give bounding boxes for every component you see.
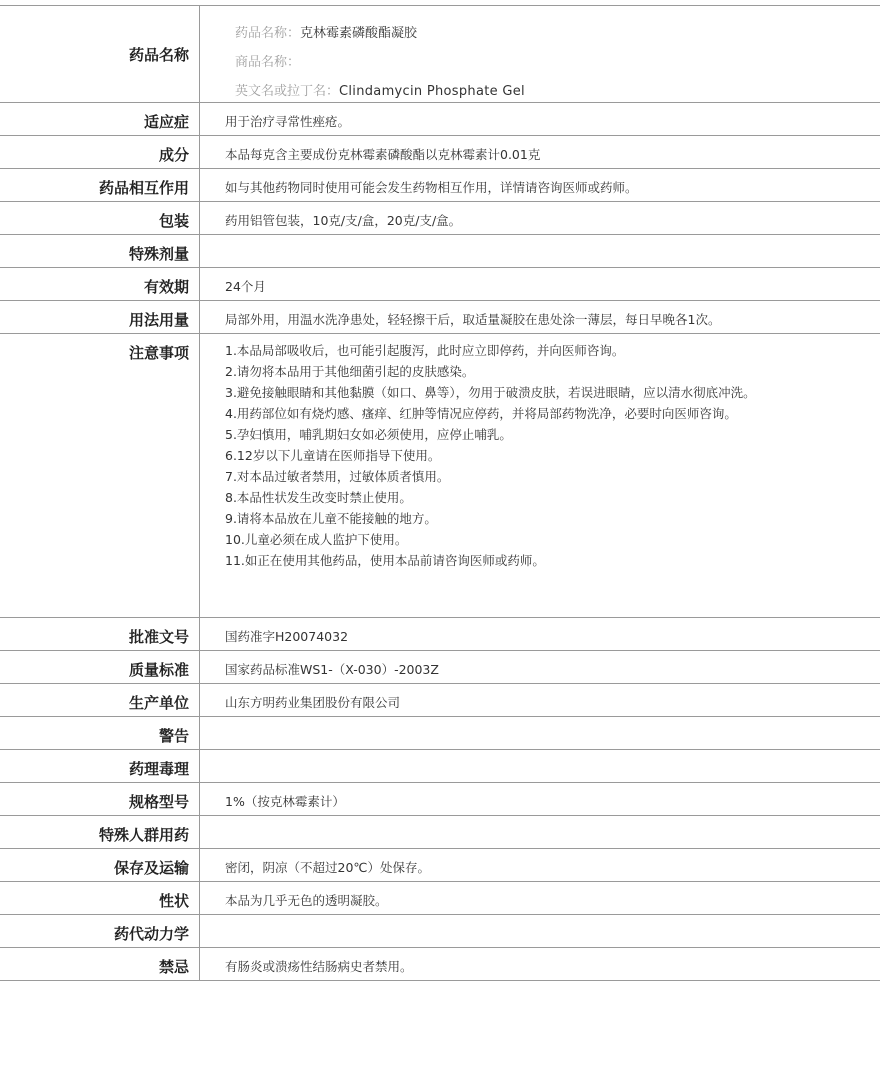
precaution-item: 2.请勿将本品用于其他细菌引起的皮肤感染。: [225, 364, 475, 379]
row-label: 特殊剂量: [128, 245, 189, 263]
row-label: 药理毒理: [128, 760, 189, 778]
generic-name-value: 克林霉素磷酸酯凝胶: [300, 26, 418, 41]
row-label: 规格型号: [128, 793, 189, 811]
row-value: 山东方明药业集团股份有限公司: [225, 695, 401, 710]
row-packaging: [0, 202, 880, 235]
precaution-item: 5.孕妇慎用，哺乳期妇女如必须使用，应停止哺乳。: [225, 427, 512, 442]
english-name-label: 英文名或拉丁名：: [235, 84, 340, 99]
row-label: 药代动力学: [113, 925, 189, 943]
row-label: 性状: [158, 892, 189, 910]
row-interactions: [0, 169, 880, 202]
trade-name-line: [210, 44, 870, 73]
row-value: 局部外用，用温水洗净患处，轻轻擦干后，取适量凝胶在患处涂一薄层，每日早晚各1次。: [225, 312, 721, 327]
english-name-value: Clindamycin Phosphate Gel: [339, 84, 525, 99]
precautions-list: [200, 334, 880, 571]
precaution-item: 11.如正在使用其他药品，使用本品前请咨询医师或药师。: [225, 553, 545, 568]
row-label: 有效期: [143, 278, 189, 296]
precaution-item: 10.儿童必须在成人监护下使用。: [225, 532, 408, 547]
row-label: 质量标准: [128, 661, 189, 679]
english-name-line: [210, 73, 870, 102]
row-value: [200, 915, 880, 923]
precaution-item: 7.对本品过敏者禁用，过敏体质者慎用。: [225, 469, 450, 484]
trade-name-label: 商品名称：: [235, 55, 301, 70]
row-value: 有肠炎或溃疡性结肠病史者禁用。: [225, 959, 413, 974]
row-value: 用于治疗寻常性痤疮。: [225, 114, 351, 129]
generic-name-line: [210, 15, 870, 44]
row-special-population: [0, 816, 880, 849]
row-warning: [0, 717, 880, 750]
generic-name-label: 药品名称：: [235, 26, 301, 41]
row-label: 成分: [158, 146, 189, 164]
precaution-item: 9.请将本品放在儿童不能接触的地方。: [225, 511, 437, 526]
row-label: 禁忌: [158, 958, 189, 976]
row-value: 国家药品标准WS1-（X-030）-2003Z: [225, 662, 439, 677]
row-value: 本品每克含主要成份克林霉素磷酸酯以克林霉素计0.01克: [225, 147, 541, 162]
row-pharmacokinetics: [0, 915, 880, 948]
precaution-item: 3.避免接触眼睛和其他黏膜（如口、鼻等），勿用于破溃皮肤，若误进眼睛，应以清水彻底冲洗。: [225, 385, 756, 400]
row-value: 本品为几乎无色的透明凝胶。: [225, 893, 388, 908]
row-value: 国药准字H20074032: [225, 629, 349, 644]
precaution-item: 1.本品局部吸收后，也可能引起腹泻，此时应立即停药，并向医师咨询。: [225, 343, 625, 358]
row-contraindications: [0, 948, 880, 981]
precaution-item: 4.用药部位如有烧灼感、瘙痒、红肿等情况应停药，并将局部药物洗净，必要时向医师咨询。: [225, 406, 737, 421]
row-value: [200, 235, 880, 243]
row-value: 如与其他药物同时使用可能会发生药物相互作用，详情请咨询医师或药师。: [225, 180, 638, 195]
label-cell: [0, 6, 200, 103]
row-value: 药用铝管包装，10克/支/盒，20克/支/盒。: [225, 213, 462, 228]
row-special-dosage: [0, 235, 880, 268]
row-label: 包装: [158, 212, 189, 230]
precaution-item: 6.12岁以下儿童请在医师指导下使用。: [225, 448, 441, 463]
precaution-item: 8.本品性状发生改变时禁止使用。: [225, 490, 412, 505]
row-shelf-life: [0, 268, 880, 301]
row-value: 24个月: [225, 279, 266, 294]
row-label: 保存及运输: [113, 859, 189, 877]
row-value: [200, 750, 880, 758]
row-label: 注意事项: [128, 344, 189, 362]
row-value: 1%（按克林霉素计）: [225, 794, 345, 809]
row-specification: [0, 783, 880, 816]
row-manufacturer: [0, 684, 880, 717]
row-label: 药品相互作用: [98, 179, 189, 197]
row-label: 药品名称: [128, 45, 189, 64]
row-value: [200, 717, 880, 725]
row-label: 警告: [158, 727, 189, 745]
row-drug-name: [0, 6, 880, 103]
row-usage: [0, 301, 880, 334]
row-label: 生产单位: [128, 694, 189, 712]
row-label: 批准文号: [128, 628, 189, 646]
row-storage: [0, 849, 880, 882]
row-approval: [0, 618, 880, 651]
row-value: 密闭，阴凉（不超过20℃）处保存。: [225, 860, 430, 875]
row-label: 用法用量: [128, 311, 189, 329]
row-toxicology: [0, 750, 880, 783]
value-cell: [200, 6, 880, 103]
row-appearance: [0, 882, 880, 915]
row-label: 特殊人群用药: [98, 826, 189, 844]
row-precautions: [0, 334, 880, 618]
row-label: 适应症: [143, 113, 189, 131]
row-standard: [0, 651, 880, 684]
row-value: [200, 816, 880, 824]
drug-spec-table: [0, 5, 880, 981]
row-indication: [0, 103, 880, 136]
row-ingredients: [0, 136, 880, 169]
